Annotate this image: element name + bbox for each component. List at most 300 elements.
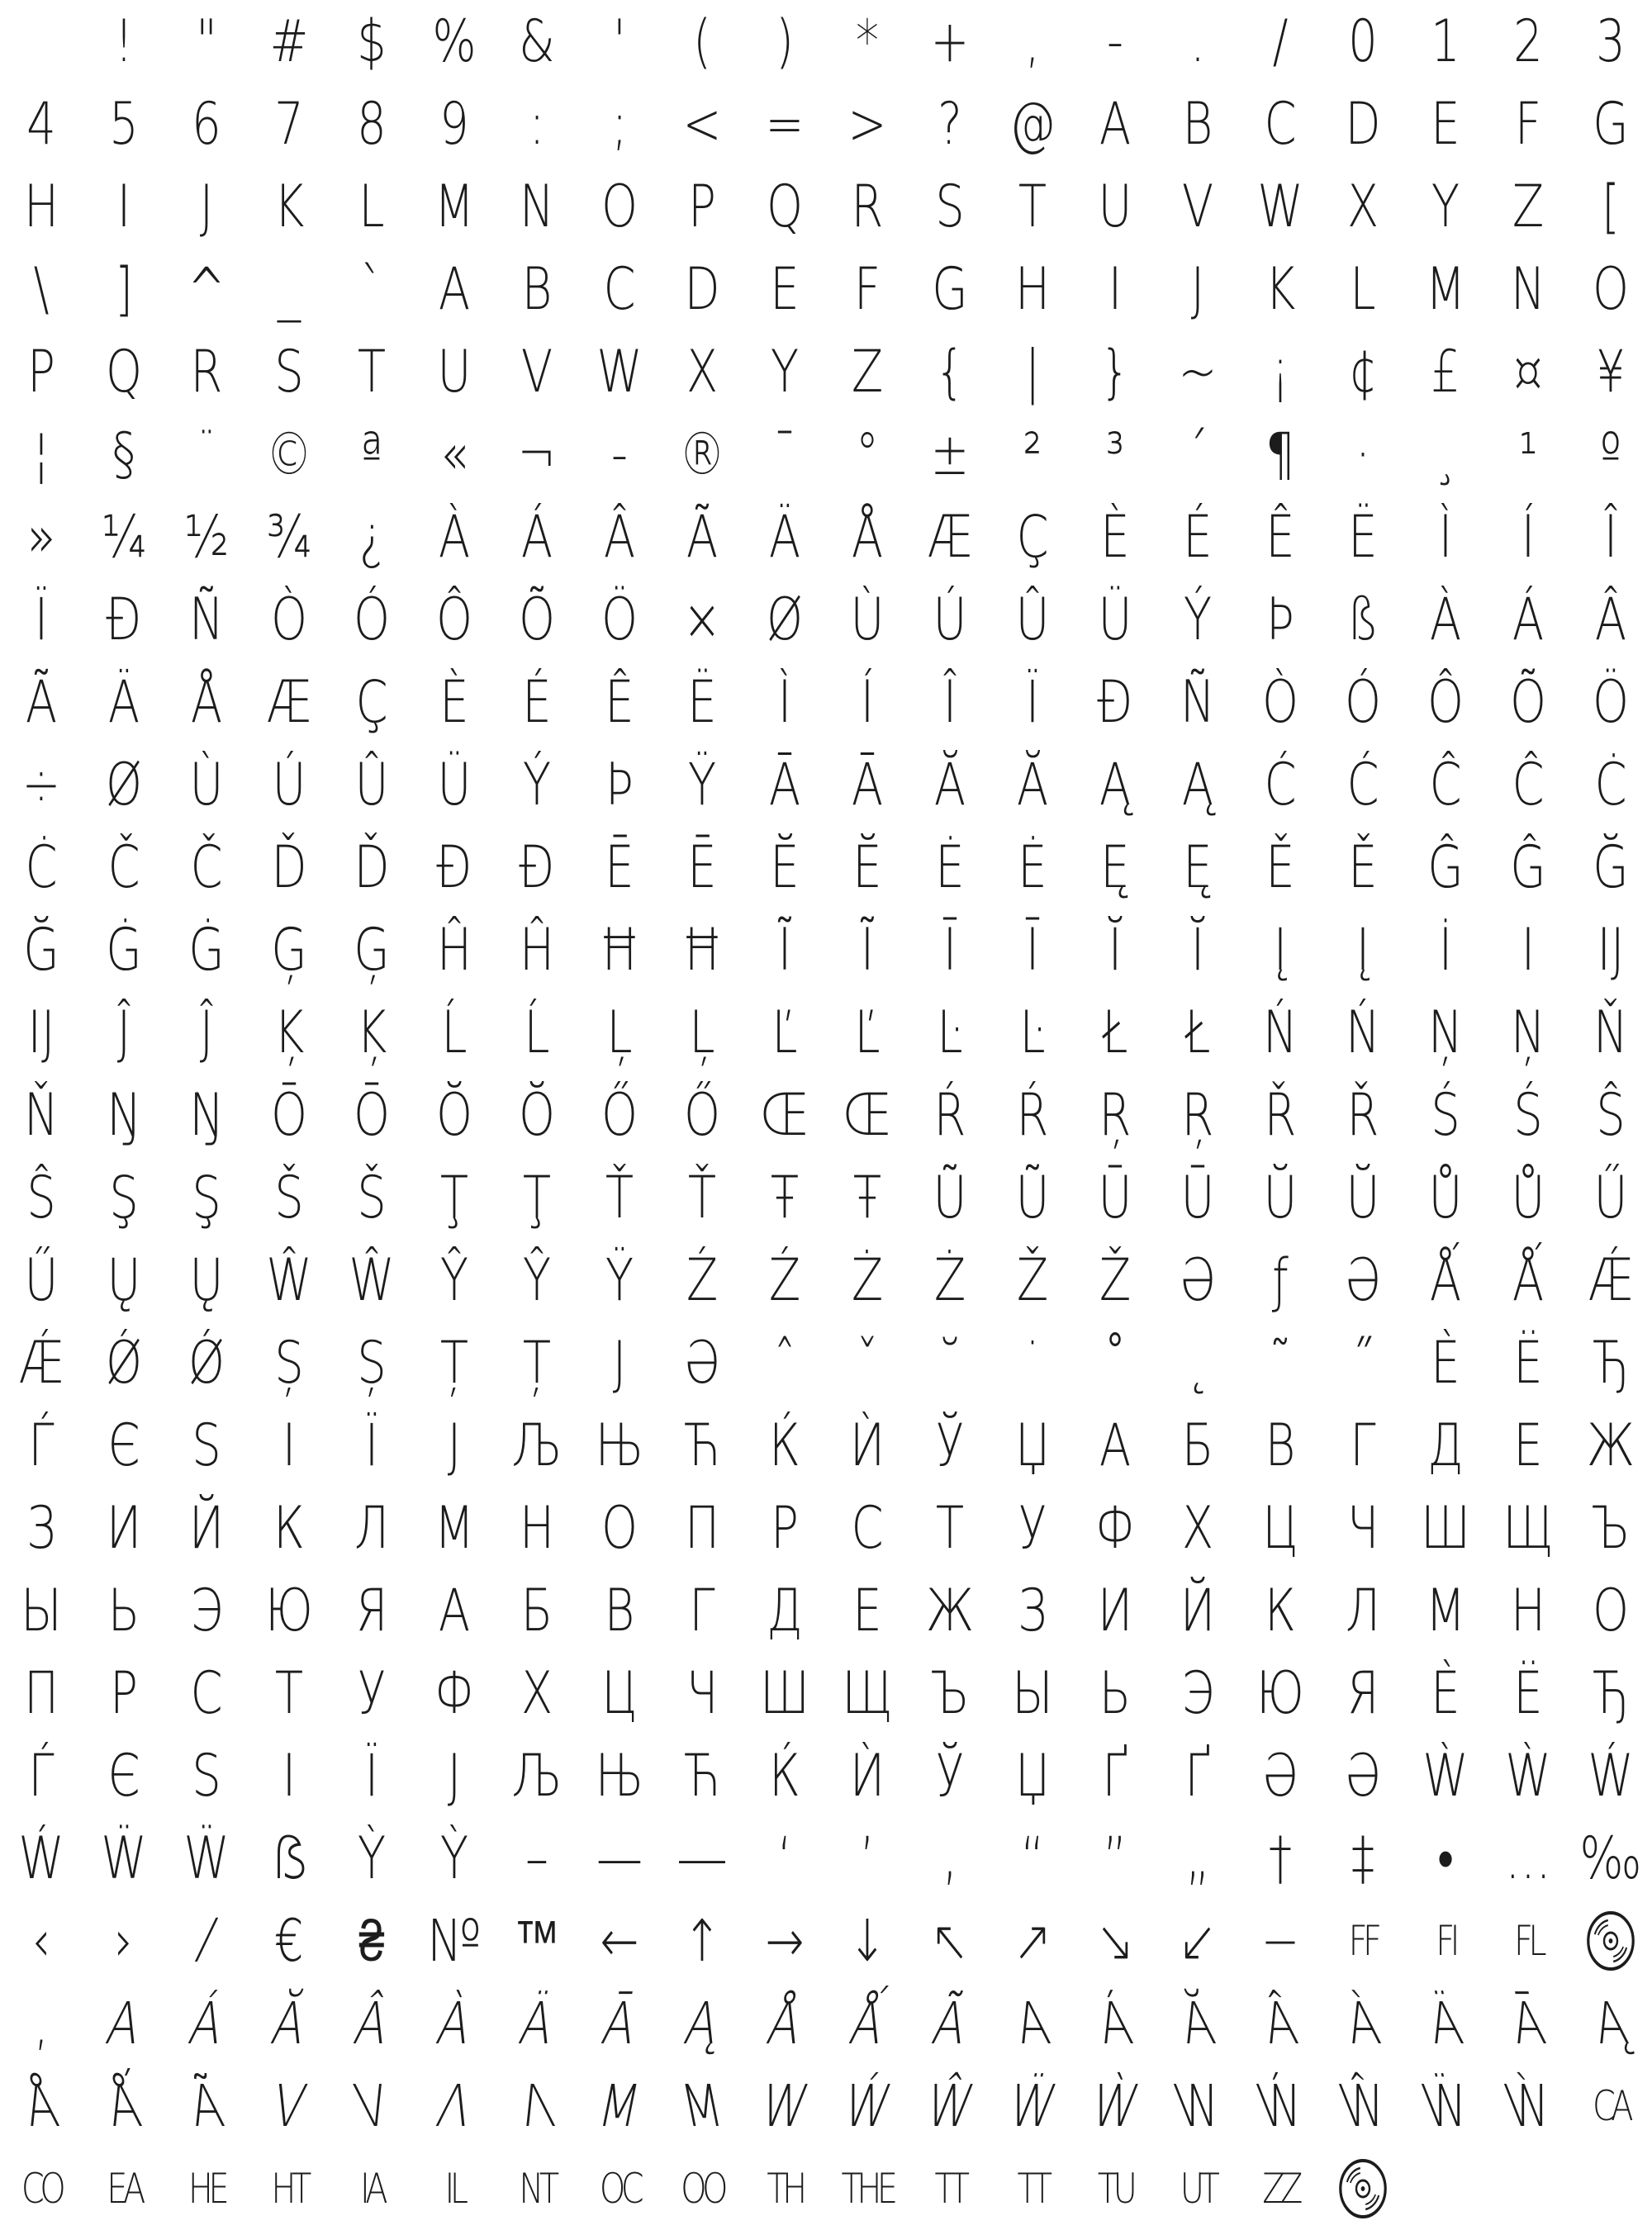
glyph-cell: % (432, 7, 477, 75)
glyph-cell: Ґ (1102, 1742, 1128, 1810)
glyph-cell: З (1018, 1577, 1047, 1644)
glyph-cell: Č (190, 833, 223, 901)
glyph-cell: Ї (364, 1412, 379, 1479)
glyph-cell: º (1599, 420, 1622, 488)
glyph-cell: ¢ (1348, 338, 1378, 406)
glyph-cell: Ũ (933, 1164, 967, 1231)
glyph-cell: Ú (933, 586, 967, 653)
glyph-cell: Ÿ (605, 1246, 634, 1314)
glyph-cell: Ẅ (183, 1824, 230, 1892)
glyph-cell: Ş (192, 1164, 221, 1231)
glyph-cell: Z (851, 338, 884, 406)
glyph-cell: 1 (1431, 7, 1460, 75)
glyph-cell: > (847, 90, 887, 158)
glyph-cell: [ (1602, 173, 1620, 240)
glyph-cell: Ш (760, 1659, 809, 1727)
glyph-cell: М (1425, 1577, 1466, 1644)
glyph-cell: Ļ (689, 999, 715, 1066)
vinyl-record-ornament (1578, 1900, 1644, 1982)
glyph-cell: A (438, 255, 471, 323)
glyph-cell: Ə (1179, 1246, 1217, 1314)
glyph-cell: Į (1355, 916, 1370, 984)
glyph-cell: Ê (1265, 503, 1295, 571)
glyph-cell: Á (183, 1990, 230, 2057)
glyph-cell: Ń (1346, 999, 1380, 1066)
glyph-cell: Ÿ (687, 751, 717, 818)
glyph-cell: , (1025, 7, 1040, 75)
glyph-cell: Ĕ (770, 833, 800, 901)
glyph-cell: Ĭ (1190, 916, 1205, 984)
glyph-cell: » (26, 503, 56, 571)
glyph-cell: Ё (1513, 1329, 1543, 1397)
glyph-cell: Э (190, 1577, 223, 1644)
glyph-cell: FL (1513, 1917, 1543, 1965)
glyph-cell: Ẅ (101, 1824, 147, 1892)
glyph-cell: Н (1510, 1577, 1546, 1644)
glyph-cell: Ỳ (439, 1824, 469, 1892)
glyph-cell: Ѝ (849, 1412, 885, 1479)
glyph-cell: } (1100, 338, 1130, 406)
glyph-cell: Ņ (1428, 999, 1463, 1066)
glyph-cell: Ţ (522, 1164, 552, 1231)
glyph-cell: ] (115, 255, 133, 323)
glyph-cell: ẞ (271, 1824, 307, 1892)
glyph-cell: Д (767, 1577, 803, 1644)
glyph-cell: Ё (1513, 1659, 1543, 1727)
glyph-cell: Ŵ (920, 2072, 980, 2140)
glyph-cell: 7 (274, 90, 304, 158)
glyph-cell: Ђ (1592, 1329, 1630, 1397)
empty-cell (1495, 2147, 1561, 2230)
glyph-cell: Ќ (769, 1412, 800, 1479)
glyph-cell: Ö (601, 586, 638, 653)
glyph-cell: ↗ (1013, 1907, 1052, 1975)
glyph-cell: Þ (1266, 586, 1294, 653)
glyph-cell: И (1097, 1577, 1133, 1644)
glyph-cell: Ю (1256, 1659, 1304, 1727)
glyph-cell: Ẃ (1588, 1742, 1634, 1810)
glyph-cell: Ş (109, 1164, 139, 1231)
glyph-cell: Ę (1183, 833, 1213, 901)
glyph-cell: P (688, 173, 716, 240)
glyph-cell: Ы (21, 1577, 62, 1644)
glyph-cell: ¦ (33, 420, 50, 488)
glyph-cell: Y (770, 338, 800, 406)
glyph-cell: Ч (686, 1659, 719, 1727)
glyph-cell: Ł (1102, 999, 1128, 1066)
glyph-cell: IL (444, 2165, 464, 2213)
glyph-cell: Г (1350, 1412, 1376, 1479)
glyph-cell: Ā (1505, 1990, 1551, 2057)
glyph-cell: ½ (183, 503, 230, 571)
glyph-cell: ¾ (266, 503, 312, 571)
glyph-cell: Ă (933, 751, 966, 818)
glyph-cell: ® (679, 420, 725, 488)
glyph-cell: Ə (1344, 1246, 1382, 1314)
glyph-cell: < (682, 90, 722, 158)
glyph-cell: Ĳ (1597, 916, 1625, 984)
glyph-cell: : (529, 90, 545, 158)
glyph-cell: Л (354, 1494, 390, 1562)
glyph-cell: B (1182, 90, 1213, 158)
glyph-cell: = (765, 90, 805, 158)
glyph-cell: Õ (518, 586, 556, 653)
glyph-cell: Ю (265, 1577, 313, 1644)
glyph-cell: C (1264, 90, 1297, 158)
glyph-cell: Р (110, 1659, 138, 1727)
glyph-cell: Ў (935, 1412, 965, 1479)
glyph-cell: Ż (933, 1246, 966, 1314)
glyph-cell: ¯ (773, 420, 796, 488)
glyph-cell: V (520, 338, 553, 406)
glyph-cell: ¿ (358, 503, 385, 571)
glyph-cell: Ѝ (849, 1742, 885, 1810)
glyph-cell: I (1108, 255, 1123, 323)
glyph-cell: ; (611, 90, 628, 158)
glyph-cell: H (1014, 255, 1051, 323)
glyph-cell: { (935, 338, 965, 406)
glyph-cell: Ț (522, 1329, 552, 1397)
glyph-cell: Ћ (683, 1412, 721, 1479)
glyph-cell: THE (841, 2165, 894, 2213)
glyph-cell: Б (1181, 1412, 1214, 1479)
glyph-cell: Ý (522, 751, 552, 818)
glyph-cell: Œ (760, 1081, 809, 1149)
glyph-cell: 3 (1596, 7, 1626, 75)
empty-cell (8, 0, 74, 83)
glyph-cell: Ф (1094, 1494, 1136, 1562)
glyph-cell: W (755, 2072, 814, 2140)
glyph-cell: B (521, 255, 553, 323)
glyph-cell: E (1431, 90, 1460, 158)
glyph-cell: R (851, 173, 884, 240)
glyph-cell: Ъ (1591, 1494, 1631, 1562)
glyph-cell: Г (689, 1577, 715, 1644)
glyph-cell: « (439, 420, 469, 488)
glyph-cell: Ŕ (933, 1081, 966, 1149)
glyph-cell: ˙ (1021, 1329, 1044, 1397)
glyph-cell: K (1265, 255, 1296, 323)
glyph-cell: Z (1512, 173, 1545, 240)
glyph-cell: Ø (105, 751, 143, 818)
glyph-cell: Ć (1346, 751, 1379, 818)
glyph-cell: I (116, 173, 131, 240)
glyph-cell: Ķ (273, 999, 305, 1066)
glyph-cell: Ĩ (777, 916, 792, 984)
glyph-cell: Ō (353, 1081, 391, 1149)
glyph-cell: ˆ (773, 1329, 796, 1397)
empty-cell (1412, 2147, 1479, 2230)
glyph-cell: Ĥ (436, 916, 472, 984)
glyph-cell: Ŋ (106, 1081, 142, 1149)
glyph-cell: Ó (1344, 668, 1382, 736)
glyph-cell: NT (519, 2165, 555, 2213)
glyph-cell: Å (762, 1990, 808, 2057)
glyph-cell: Ẁ (1505, 1742, 1551, 1810)
glyph-cell: M (675, 2072, 729, 2140)
glyph-cell: Љ (511, 1412, 563, 1479)
glyph-cell: ( (693, 7, 711, 75)
glyph-cell: Ç (1016, 503, 1049, 571)
glyph-cell: ↖ (930, 1907, 970, 1975)
glyph-cell: ― (679, 1824, 725, 1892)
glyph-cell: M (434, 173, 475, 240)
glyph-cell: Ĳ (27, 999, 55, 1066)
glyph-cell: § (112, 420, 135, 488)
glyph-cell: Ц (1262, 1494, 1298, 1562)
glyph-cell: ˚ (1104, 1329, 1127, 1397)
glyph-cell: “ (1020, 1824, 1045, 1892)
glyph-cell: Ô (435, 586, 473, 653)
glyph-cell: Ū (1098, 1164, 1132, 1231)
glyph-cell: Ж (1586, 1412, 1635, 1479)
glyph-cell: ↓ (847, 1907, 887, 1975)
glyph-cell: Щ (842, 1659, 893, 1727)
glyph-cell: Х (520, 1659, 553, 1727)
glyph-cell: Ѓ (28, 1412, 55, 1479)
glyph-cell: Ŀ (1019, 999, 1046, 1066)
glyph-cell: O (1592, 255, 1630, 323)
glyph-cell: Û (354, 751, 389, 818)
glyph-cell: Ě (1348, 833, 1378, 901)
glyph-cell: IA (360, 2165, 383, 2213)
glyph-cell: Ã (183, 2072, 230, 2140)
glyph-cell: Ň (1593, 999, 1628, 1066)
glyph-cell: Û (1015, 586, 1050, 653)
glyph-cell: Å (851, 503, 884, 571)
glyph-cell: У (357, 1659, 387, 1727)
glyph-cell: Т (274, 1659, 304, 1727)
glyph-cell: FF (1348, 1917, 1378, 1965)
glyph-cell: Œ (843, 1081, 892, 1149)
glyph-cell: О (601, 1494, 638, 1562)
glyph-cell: Ч (1346, 1494, 1379, 1562)
glyph-cell: Ð (1097, 668, 1133, 736)
glyph-cell: ™ (514, 1907, 560, 1975)
glyph-cell: Ŕ (1016, 1081, 1049, 1149)
glyph-cell: É (1183, 503, 1213, 571)
glyph-cell: I (1521, 916, 1536, 984)
glyph-cell: Ŵ (349, 1246, 395, 1314)
glyph-cell: К (273, 1494, 305, 1562)
glyph-cell: Ț (439, 1329, 469, 1397)
glyph-cell: Ä (107, 668, 140, 736)
glyph-cell: Ќ (769, 1742, 800, 1810)
glyph-cell: Ǿ (188, 1329, 225, 1397)
glyph-cell: Y (1431, 173, 1460, 240)
glyph-cell: Ē (605, 833, 634, 901)
glyph-cell: TH (767, 2165, 803, 2213)
glyph-cell: В (604, 1577, 635, 1644)
glyph-cell: Ъ (930, 1659, 970, 1727)
glyph-cell: Â (349, 1990, 395, 2057)
glyph-cell: Ā (851, 751, 884, 818)
glyph-cell: Í (860, 668, 875, 736)
glyph-cell: Ŏ (435, 1081, 473, 1149)
glyph-cell: Х (1181, 1494, 1214, 1562)
glyph-cell: Ž (1099, 1246, 1132, 1314)
glyph-cell: Ö (1592, 668, 1630, 736)
glyph-cell: G (932, 255, 968, 323)
glyph-cell: • (1437, 1824, 1454, 1892)
glyph-cell: 5 (109, 90, 139, 158)
glyph-cell: V (1181, 173, 1214, 240)
glyph-cell: Đ (519, 833, 555, 901)
glyph-cell: Õ (1509, 668, 1547, 736)
glyph-cell: Ŗ (1181, 1081, 1214, 1149)
glyph-cell: Á (1092, 1990, 1138, 2057)
glyph-cell: Ã (25, 668, 58, 736)
glyph-cell: TT (934, 2165, 966, 2213)
glyph-cell: ’ (860, 1824, 875, 1892)
glyph-cell: Ď (354, 833, 390, 901)
glyph-cell: Í (1521, 503, 1536, 571)
glyph-cell: ← (600, 1907, 639, 1975)
glyph-cell: Є (107, 1742, 140, 1810)
glyph-cell: Ĝ (1427, 833, 1464, 901)
glyph-cell: Ó (353, 586, 391, 653)
glyph-cell: … (1505, 1824, 1551, 1892)
glyph-cell: HE (188, 2165, 225, 2213)
glyph-cell: Â (1594, 586, 1627, 653)
glyph-cell: H (23, 173, 59, 240)
glyph-cell: Я (1346, 1659, 1379, 1727)
glyph-cell: Ѓ (28, 1742, 55, 1810)
glyph-cell: Ą (1588, 1990, 1634, 2057)
glyph-cell: Ï (34, 586, 49, 653)
glyph-cell: Ź (768, 1246, 801, 1314)
glyph-cell: Ŏ (518, 1081, 556, 1149)
glyph-cell: Џ (1014, 1412, 1051, 1479)
glyph-cell: Â (603, 503, 636, 571)
glyph-cell: · (1355, 420, 1370, 488)
glyph-cell: Ġ (106, 916, 142, 984)
glyph-cell: Й (188, 1494, 225, 1562)
glyph-cell: U (1098, 173, 1132, 240)
glyph-cell: Ŭ (1346, 1164, 1380, 1231)
glyph-cell: Ť (605, 1164, 634, 1231)
glyph-cell: Á (520, 503, 553, 571)
glyph-cell: ‚ (942, 1824, 957, 1892)
glyph-cell: Ü (1098, 586, 1132, 653)
glyph-cell: Š (357, 1164, 387, 1231)
glyph-cell: C (603, 255, 636, 323)
glyph-cell: Б (520, 1577, 553, 1644)
glyph-cell: Ê (605, 668, 634, 736)
glyph-cell: Ë (1348, 503, 1378, 571)
glyph-cell: Ď (271, 833, 307, 901)
glyph-cell: Ā (768, 751, 801, 818)
glyph-cell: O (601, 173, 638, 240)
glyph-cell: ˇ (856, 1329, 879, 1397)
glyph-cell: Ú (272, 751, 306, 818)
glyph-cell: Н (519, 1494, 555, 1562)
glyph-cell: Ŝ (1596, 1081, 1626, 1149)
glyph-cell: ~ (1178, 338, 1218, 406)
glyph-cell: Ĩ (860, 916, 875, 984)
glyph-cell: Л (1345, 1577, 1381, 1644)
glyph-cell: Ã (686, 503, 719, 571)
glyph-cell: Æ (927, 503, 973, 571)
glyph-cell: † (1269, 1824, 1292, 1892)
glyph-cell: Ħ (681, 916, 724, 984)
glyph-cell: M (592, 2072, 647, 2140)
glyph-cell: J (612, 1329, 627, 1397)
glyph-cell: Š (274, 1164, 304, 1231)
glyph-cell: Ș (274, 1329, 304, 1397)
glyph-cell: Ы (1012, 1659, 1053, 1727)
glyph-cell: Ċ (25, 833, 58, 901)
glyph-cell: Д (1427, 1412, 1464, 1479)
glyph-cell: Ą (1181, 751, 1214, 818)
glyph-cell: Ŗ (1099, 1081, 1132, 1149)
glyph-cell: N (1511, 255, 1545, 323)
glyph-cell: Ǽ (1588, 1246, 1634, 1314)
glyph-cell: X (686, 338, 719, 406)
glyph-cell: Ґ (1184, 1742, 1211, 1810)
glyph-cell: Ẅ (1003, 2072, 1062, 2140)
glyph-cell: Ș (357, 1329, 387, 1397)
glyph-cell: О (1592, 1577, 1630, 1644)
glyph-cell: Ľ (771, 999, 798, 1066)
glyph-cell: Я (355, 1577, 388, 1644)
glyph-cell: Ж (925, 1577, 975, 1644)
glyph-cell: С (190, 1659, 223, 1727)
glyph-cell: Ŷ (522, 1246, 552, 1314)
glyph-cell: № (427, 1907, 482, 1975)
glyph-cell: À (1340, 1990, 1386, 2057)
glyph-cell: Ç (355, 668, 388, 736)
glyph-cell: F (1514, 90, 1542, 158)
glyph-cell: Ә (1261, 1742, 1299, 1810)
glyph-cell: 9 (439, 90, 469, 158)
glyph-cell: L (1350, 255, 1376, 323)
glyph-cell: Ỳ (357, 1824, 387, 1892)
glyph-cell: Ї (364, 1742, 379, 1810)
glyph-cell: S (274, 338, 304, 406)
glyph-cell: Ѕ (192, 1412, 221, 1479)
glyph-cell: Ŧ (852, 1164, 882, 1231)
glyph-cell: W (1168, 2072, 1227, 2140)
glyph-cell: Ŀ (937, 999, 963, 1066)
glyph-cell: ^ (187, 255, 226, 323)
glyph-cell: 4 (26, 90, 56, 158)
glyph-cell: Ō (270, 1081, 308, 1149)
glyph-cell: ¬ (517, 420, 557, 488)
glyph-cell: ¸ (1434, 420, 1457, 488)
glyph-cell: Ų (107, 1246, 141, 1314)
glyph-cell: Ů (1511, 1164, 1545, 1231)
glyph-cell: OC (599, 2165, 640, 2213)
glyph-cell: І (282, 1412, 297, 1479)
glyph-cell: Æ (266, 668, 312, 736)
glyph-cell: Ў (935, 1742, 965, 1810)
glyph-cell: Ü (437, 751, 472, 818)
glyph-cell: Â (1257, 1990, 1303, 2057)
glyph-cell: ¥ (1596, 338, 1626, 406)
glyph-cell: Ц (601, 1659, 638, 1727)
glyph-cell: ₴ (358, 1907, 385, 1975)
glyph-cell: Ř (1264, 1081, 1297, 1149)
glyph-cell: " (196, 7, 217, 75)
glyph-cell: | (1024, 338, 1041, 406)
glyph-cell: ” (1103, 1824, 1127, 1892)
glyph-cell: Ø (766, 586, 804, 653)
glyph-cell: Ņ (1511, 999, 1545, 1066)
glyph-cell: Ő (601, 1081, 638, 1149)
glyph-cell: Е (852, 1577, 882, 1644)
glyph-cell: С (851, 1494, 884, 1562)
